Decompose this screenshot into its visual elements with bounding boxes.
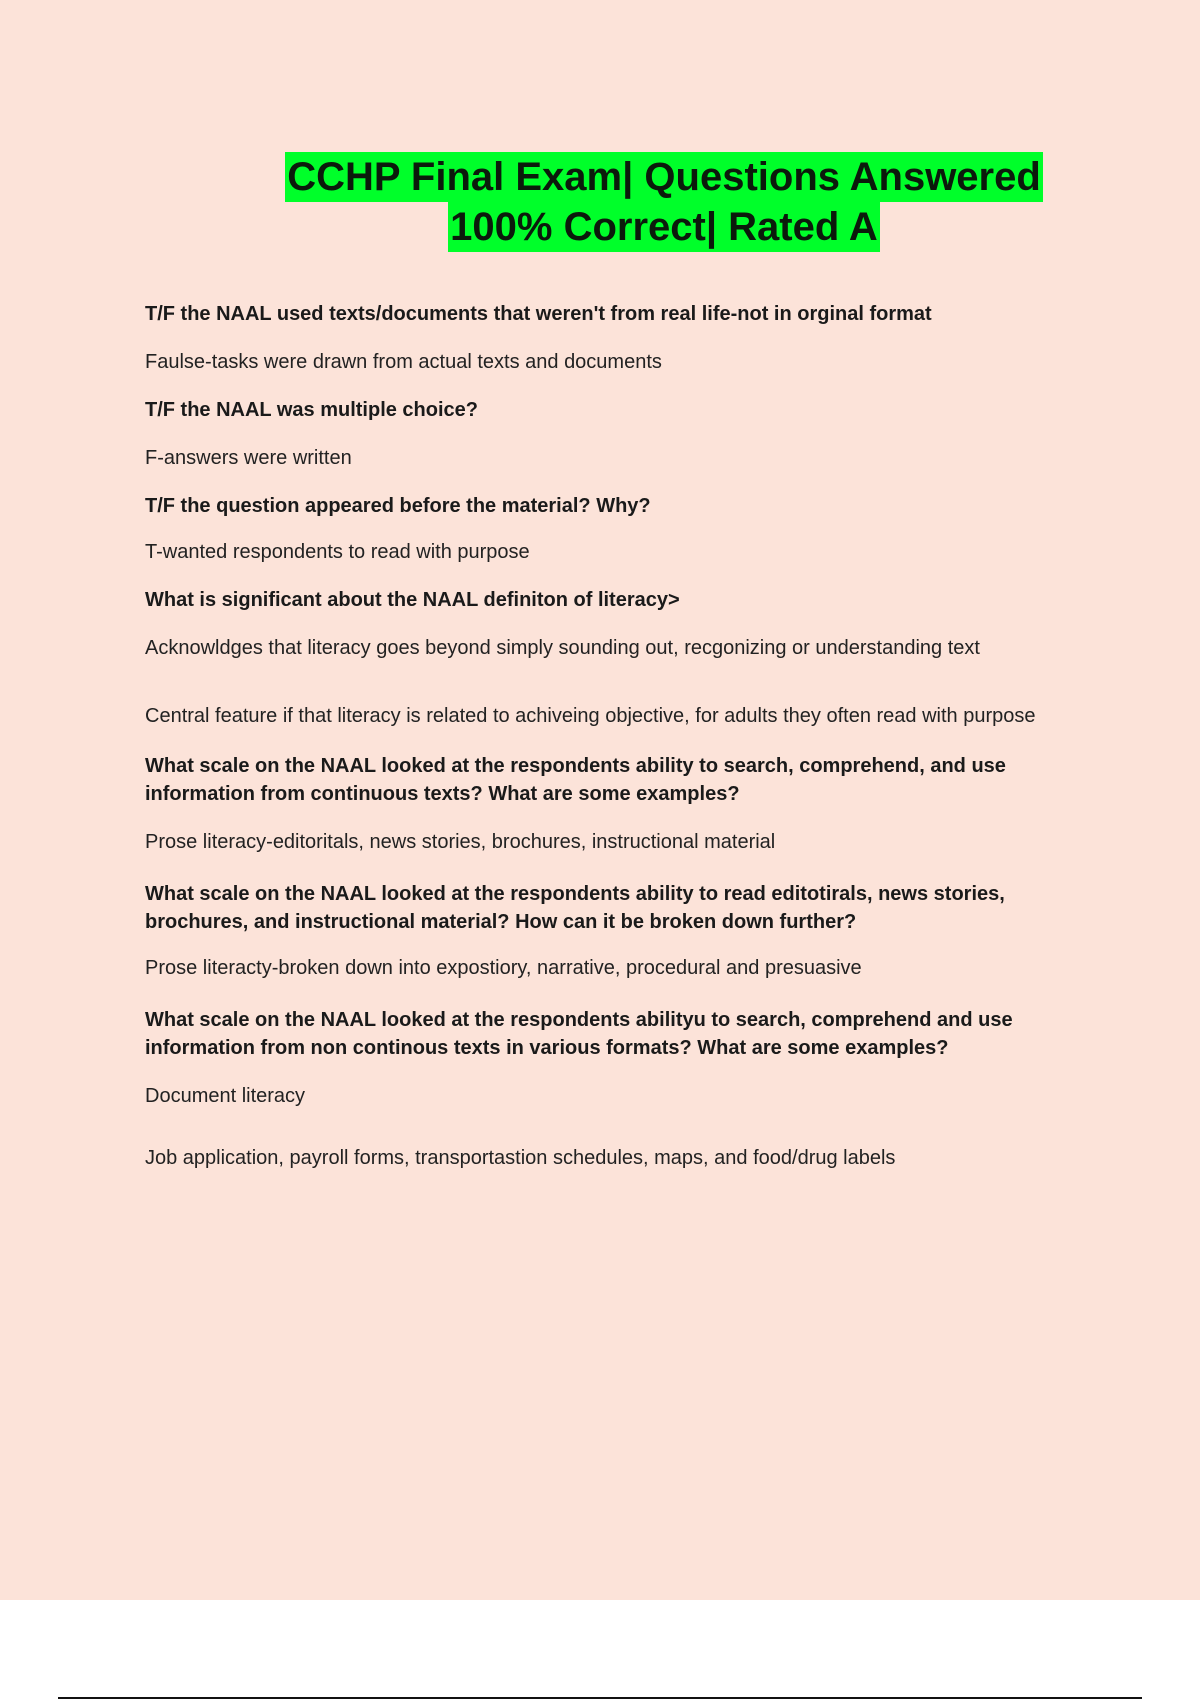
answer-7a: Document literacy: [145, 1085, 306, 1107]
title-line-1: CCHP Final Exam| Questions Answered: [285, 152, 1043, 202]
question-3: T/F the question appeared before the material? Why?: [145, 495, 651, 517]
qa-list: [145, 300, 1075, 1172]
answer-4b: Central feature if that literacy is related to achiveing objective, for adults they often read with purpose: [145, 705, 1036, 727]
question-2: T/F the NAAL was multiple choice?: [145, 399, 479, 421]
answer-3: T-wanted respondents to read with purpose: [145, 541, 530, 563]
footer-divider: [58, 1697, 1142, 1699]
document-title: [0, 152, 1200, 252]
question-4: What is significant about the NAAL definiton of literacy>: [145, 589, 680, 611]
question-5: What scale on the NAAL looked at the respondents ability to search, comprehend, and use information from continuous texts? What are some examples?: [145, 755, 1006, 805]
answer-6: Prose literacty-broken down into expostiory, narrative, procedural and presuasive: [145, 957, 862, 979]
answer-1: Faulse-tasks were drawn from actual texts and documents: [145, 351, 662, 373]
answer-2: F-answers were written: [145, 447, 352, 469]
title-line-2: 100% Correct| Rated A: [448, 202, 880, 252]
answer-7b: Job application, payroll forms, transportastion schedules, maps, and food/drug labels: [145, 1147, 896, 1169]
answer-4a: Acknowldges that literacy goes beyond simply sounding out, recgonizing or understanding text: [145, 637, 980, 659]
answer-5: Prose literacy-editoritals, news stories, brochures, instructional material: [145, 831, 776, 853]
question-1: T/F the NAAL used texts/documents that weren't from real life-not in orginal format: [145, 303, 932, 325]
question-6: What scale on the NAAL looked at the respondents ability to read editotirals, news stories, brochures, and instructional material? How can it be broken down further?: [145, 883, 1005, 933]
question-7: What scale on the NAAL looked at the respondents abilityu to search, comprehend and use information from non continous texts in various formats? What are some examples?: [145, 1009, 1013, 1059]
